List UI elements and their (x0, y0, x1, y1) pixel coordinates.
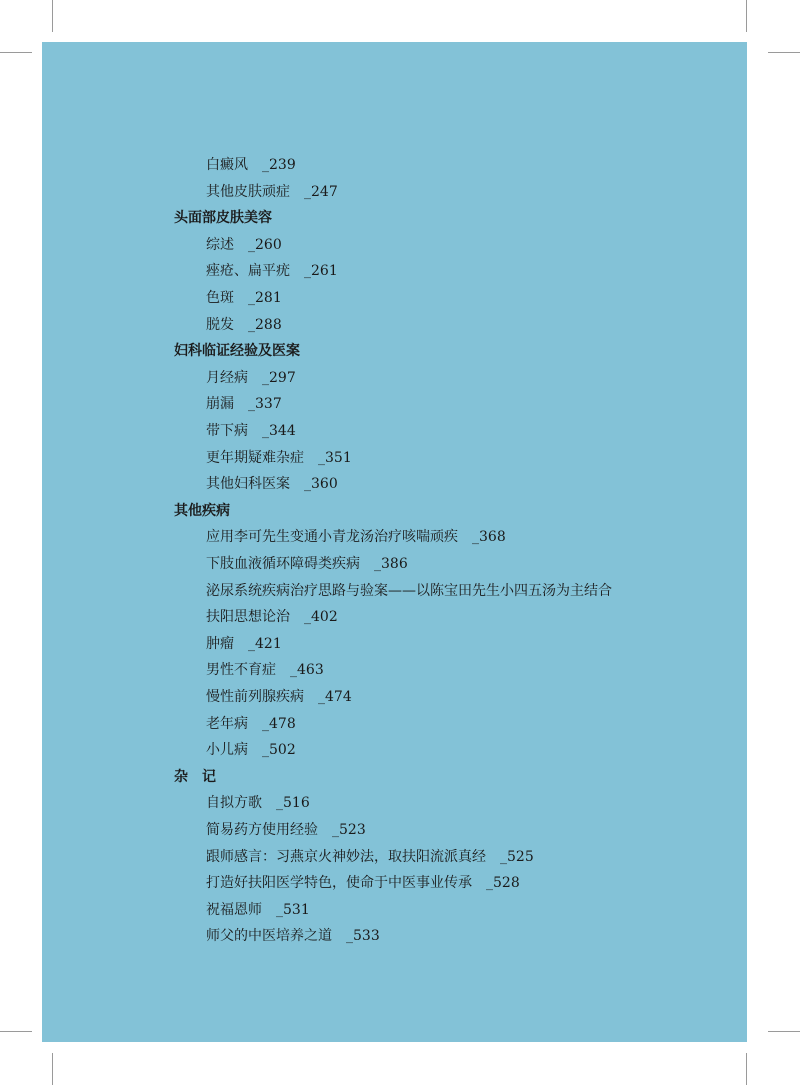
toc-section-heading[interactable] (174, 209, 272, 227)
entry-page-number: _344 (262, 423, 296, 439)
entry-page-number: _533 (346, 928, 380, 945)
toc-entry[interactable] (206, 582, 626, 600)
contents-page (42, 42, 747, 1042)
toc-entry[interactable] (206, 635, 282, 653)
entry-title: 色斑 (206, 290, 234, 306)
toc-entry[interactable] (206, 289, 282, 307)
entry-title: 男性不育症 (206, 662, 276, 679)
toc-entry[interactable] (206, 262, 338, 280)
toc-entry[interactable] (206, 848, 534, 866)
entry-title: 综述 (206, 236, 234, 253)
entry-title: 泌尿系统疾病治疗思路与验案——以陈宝田先生小四五汤为主结合 (206, 582, 612, 599)
entry-page-number: _402 (304, 609, 338, 626)
entry-page-number: _478 (262, 715, 296, 732)
crop-mark-top-left-h (0, 52, 32, 53)
toc-entry[interactable] (206, 794, 310, 812)
toc-entry[interactable] (206, 608, 338, 626)
entry-page-number: _516 (276, 795, 310, 812)
toc-entry[interactable] (206, 369, 296, 387)
section-title: 头面部皮肤美容 (174, 210, 272, 227)
entry-title: 月经病 (206, 369, 248, 386)
toc-section-heading[interactable] (174, 502, 230, 520)
toc-entry[interactable] (206, 528, 506, 546)
toc-section-heading[interactable] (174, 342, 300, 360)
entry-page-number: _474 (318, 689, 352, 705)
entry-page-number: _463 (290, 662, 324, 679)
entry-title: 师父的中医培养之道 (206, 928, 332, 945)
entry-page-number: _528 (486, 875, 520, 892)
toc-entry[interactable] (206, 661, 324, 679)
entry-page-number: _337 (248, 396, 282, 413)
entry-page-number: _421 (248, 635, 282, 652)
crop-mark-bottom-left-v (52, 1053, 53, 1085)
toc-entry[interactable] (206, 449, 352, 467)
entry-title: 应用李可先生变通小青龙汤治疗咳喘顽疾 (206, 529, 458, 546)
entry-title: 祝福恩师 (206, 901, 262, 918)
entry-page-number: _531 (276, 901, 310, 918)
entry-page-number: _247 (304, 183, 338, 200)
section-title: 妇科临证经验及医案 (174, 343, 300, 360)
toc-entry[interactable] (206, 821, 366, 839)
entry-page-number: _368 (472, 529, 506, 546)
entry-page-number: _502 (262, 742, 296, 759)
toc-entry[interactable] (206, 715, 296, 733)
entry-title: 更年期疑难杂症 (206, 449, 304, 466)
entry-page-number: _523 (332, 822, 366, 838)
crop-mark-bottom-right-h (768, 1031, 800, 1032)
entry-title: 老年病 (206, 715, 248, 732)
entry-title: 简易药方使用经验 (206, 822, 318, 838)
entry-page-number: _260 (248, 236, 282, 253)
toc-entry[interactable] (206, 156, 296, 174)
entry-title: 下肢血液循环障碍类疾病 (206, 556, 360, 572)
toc-section-heading[interactable] (174, 768, 216, 786)
crop-mark-bottom-right-v (746, 1053, 747, 1085)
entry-title: 自拟方歌 (206, 795, 262, 812)
toc-entry[interactable] (206, 183, 338, 201)
entry-title: 痤疮、扁平疣 (206, 263, 290, 280)
entry-page-number: _386 (374, 556, 408, 572)
crop-mark-top-right-v (746, 0, 747, 32)
entry-title: 肿瘤 (206, 635, 234, 652)
entry-page-number: _351 (318, 449, 352, 466)
toc-entry[interactable] (206, 927, 380, 945)
toc-entry[interactable] (206, 475, 338, 493)
crop-mark-top-right-h (768, 52, 800, 53)
crop-mark-bottom-left-h (0, 1031, 32, 1032)
toc-entry[interactable] (206, 555, 408, 573)
entry-title: 带下病 (206, 423, 248, 439)
entry-title: 白癜风 (206, 157, 248, 173)
entry-title: 脱发 (206, 316, 234, 333)
entry-page-number: _525 (500, 848, 534, 865)
toc-entry[interactable] (206, 901, 310, 919)
entry-title: 慢性前列腺疾病 (206, 689, 304, 705)
entry-page-number: _360 (304, 476, 338, 493)
entry-title: 打造好扶阳医学特色，使命于中医事业传承 (206, 875, 472, 892)
entry-page-number: _239 (262, 157, 296, 173)
toc-entry[interactable] (206, 688, 352, 706)
entry-title: 崩漏 (206, 396, 234, 413)
entry-page-number: _288 (248, 316, 282, 333)
entry-title: 小儿病 (206, 742, 248, 759)
section-title: 杂 记 (174, 768, 216, 785)
entry-title: 扶阳思想论治 (206, 609, 290, 626)
entry-title: 其他皮肤顽症 (206, 183, 290, 200)
entry-page-number: _297 (262, 369, 296, 386)
section-title: 其他疾病 (174, 502, 230, 519)
crop-mark-top-left-v (52, 0, 53, 32)
entry-title: 其他妇科医案 (206, 476, 290, 493)
entry-page-number: _261 (304, 263, 338, 280)
toc-entry[interactable] (206, 741, 296, 759)
toc-entry[interactable] (206, 874, 520, 892)
toc-entry[interactable] (206, 395, 282, 413)
toc-entry[interactable] (206, 316, 282, 334)
entry-page-number: _281 (248, 290, 282, 306)
entry-title: 跟师感言：习燕京火神妙法，取扶阳流派真经 (206, 848, 486, 865)
toc-entry[interactable] (206, 236, 282, 254)
toc-entry[interactable] (206, 422, 296, 440)
